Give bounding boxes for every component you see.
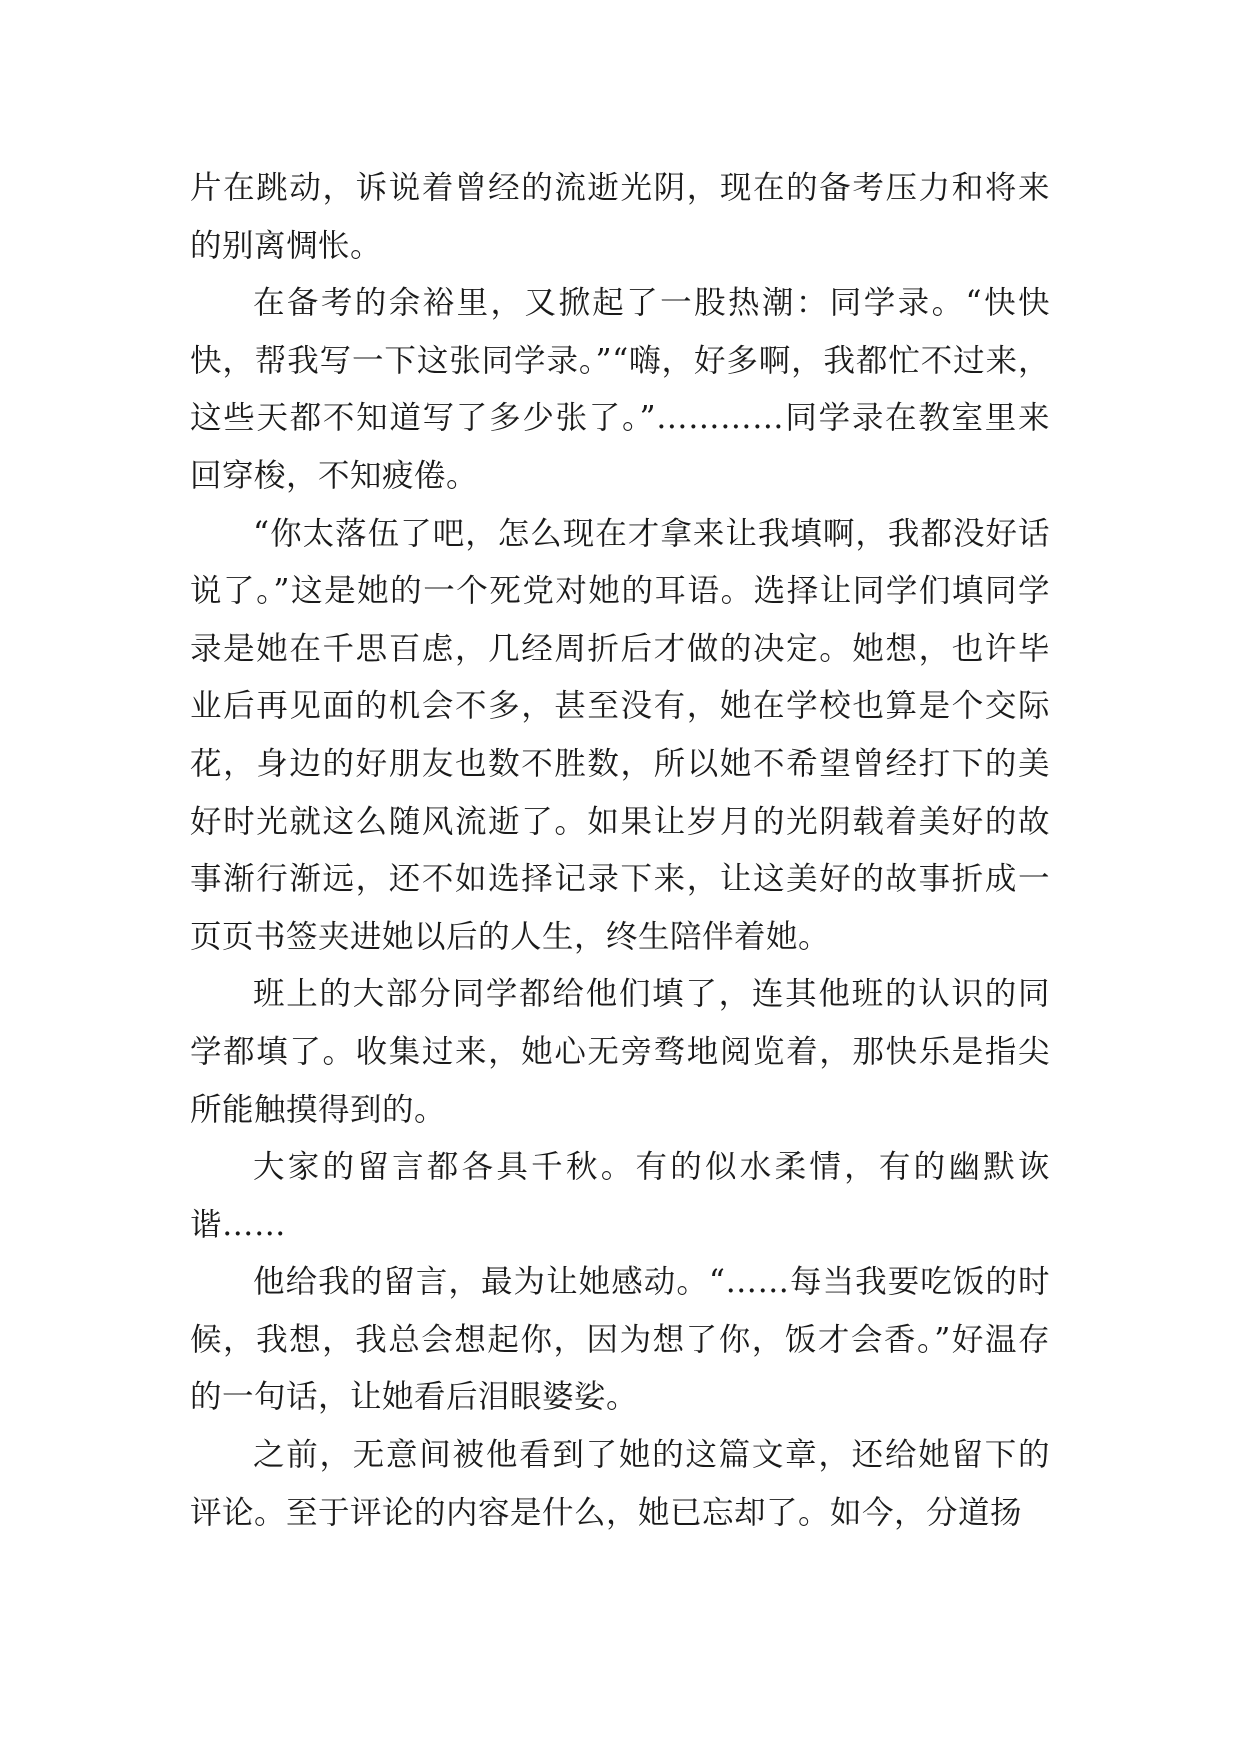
document-page (190, 160, 1050, 1542)
paragraph-1: 片在跳动，诉说着曾经的流逝光阴，现在的备考压力和将来的别离惆怅。 (190, 170, 1050, 264)
paragraph-5: 大家的留言都各具千秋。有的似水柔情，有的幽默诙谐…… (190, 1149, 1050, 1243)
paragraph-2: 在备考的余裕里，又掀起了一股热潮：同学录。“快快快，帮我写一下这张同学录。”“嗨，好多啊，我都忙不过来，这些天都不知道写了多少张了。”…………同学录在教室里来回穿梭，不知疲倦。 (190, 285, 1050, 494)
paragraph-7: 之前，无意间被他看到了她的这篇文章，还给她留下的评论。至于评论的内容是什么，她已忘却了。如今，分道扬 (190, 1437, 1050, 1531)
paragraph-3: “你太落伍了吧，怎么现在才拿来让我填啊，我都没好话说了。”这是她的一个死党对她的耳语。选择让同学们填同学录是她在千思百虑，几经周折后才做的决定。她想，也许毕业后再见面的机会不多，甚至没有，她在学校也算是个交际花，身边的好朋友也数不胜数，所以她不希望曾经打下的美好时光就这么随风流逝了。如果让岁月的光阴载着美好的故事渐行渐远，还不如选择记录下来，让这美好的故事折成一页页书签夹进她以后的人生，终生陪伴着她。 (190, 515, 1050, 955)
paragraph-4: 班上的大部分同学都给他们填了，连其他班的认识的同学都填了。收集过来，她心无旁骛地阅览着，那快乐是指尖所能触摸得到的。 (190, 976, 1050, 1128)
paragraph-6: 他给我的留言，最为让她感动。“……每当我要吃饭的时候，我想，我总会想起你，因为想了你，饭才会香。”好温存的一句话，让她看后泪眼婆娑。 (190, 1264, 1050, 1416)
